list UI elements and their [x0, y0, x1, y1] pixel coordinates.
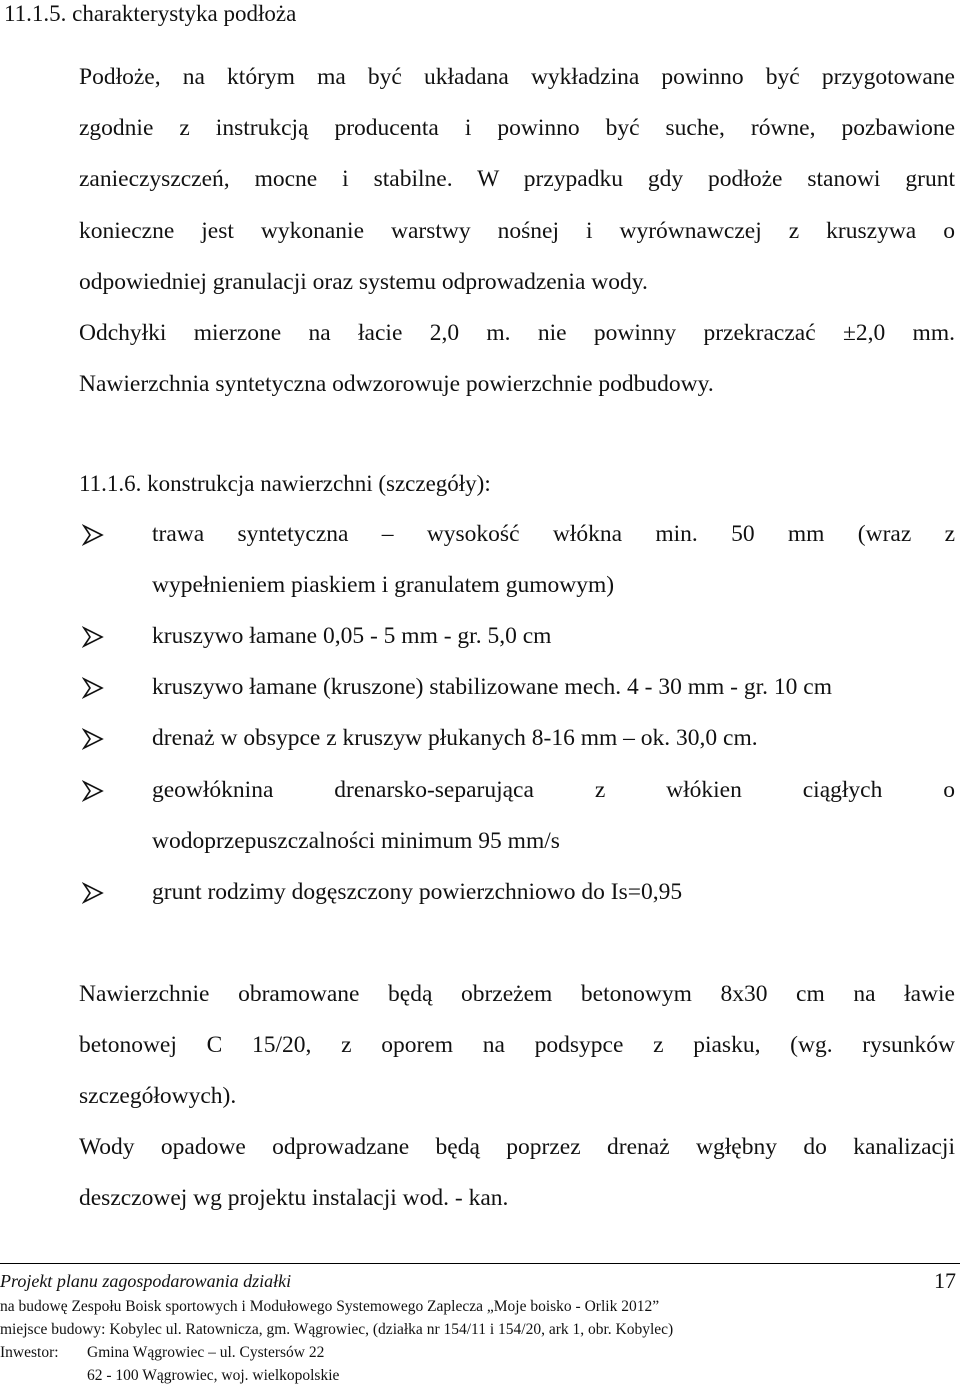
paragraph-line: Podłoże, na którym ma być układana wykładzina powinno być przygotowane: [79, 64, 955, 90]
page-number: 17: [934, 1268, 956, 1293]
section-heading-11-1-5: 11.1.5. charakterystyka podłoża: [4, 1, 297, 26]
paragraph-line: Nawierzchnia syntetyczna odwzorowuje powierzchnie podbudowy.: [79, 371, 714, 397]
list-item-line: grunt rodzimy dogęszczony powierzchniowo do Is=0,95: [152, 879, 683, 905]
paragraph-line: konieczne jest wykonanie warstwy nośnej i wyrównawczej z kruszywa o: [79, 218, 955, 244]
list-item-line: kruszywo łamane (kruszone) stabilizowane mech. 4 - 30 mm - gr. 10 cm: [152, 674, 832, 700]
paragraph-line: zgodnie z instrukcją producenta i powinno być suche, równe, pozbawione: [79, 115, 955, 141]
footer-investor-line: 62 - 100 Wągrowiec, woj. wielkopolskie: [87, 1367, 340, 1384]
paragraph-line: Odchyłki mierzone na łacie 2,0 m. nie powinny przekraczać ±2,0 mm.: [79, 320, 955, 346]
list-item-line: wypełnieniem piaskiem i granulatem gumowym): [152, 572, 615, 598]
paragraph-line: betonowej C 15/20, z oporem na podsypce z piasku, (wg. rysunków: [79, 1032, 955, 1058]
arrow-bullet-icon: [82, 677, 104, 699]
arrow-bullet-icon: [82, 626, 104, 648]
footer-line: na budowę Zespołu Boisk sportowych i Modułowego Systemowego Zaplecza „Moje boisko - Orlik 2012”: [0, 1298, 660, 1315]
footer-investor-line: Gmina Wągrowiec – ul. Cystersów 22: [87, 1344, 325, 1361]
paragraph-line: zanieczyszczeń, mocne i stabilne. W przypadku gdy podłoże stanowi grunt: [79, 166, 955, 192]
paragraph-line: Wody opadowe odprowadzane będą poprzez drenaż wgłębny do kanalizacji: [79, 1134, 955, 1160]
list-item-line: kruszywo łamane 0,05 - 5 mm - gr. 5,0 cm: [152, 623, 552, 649]
list-item-line: trawa syntetyczna – wysokość włókna min. 50 mm (wraz z: [152, 521, 955, 547]
arrow-bullet-icon: [82, 728, 104, 750]
paragraph-line: szczegółowych).: [79, 1083, 237, 1109]
arrow-bullet-icon: [82, 524, 104, 546]
arrow-bullet-icon: [82, 882, 104, 904]
arrow-bullet-icon: [82, 780, 104, 802]
list-item-line: drenaż w obsypce z kruszyw płukanych 8-16 mm – ok. 30,0 cm.: [152, 725, 758, 751]
footer-investor-label: Inwestor:: [0, 1344, 59, 1361]
list-item-line: geowłóknina drenarsko-separująca z włókien ciągłych o: [152, 777, 955, 803]
footer-divider: [0, 1263, 960, 1264]
paragraph-line: Nawierzchnie obramowane będą obrzeżem betonowym 8x30 cm na ławie: [79, 981, 955, 1007]
section-heading-11-1-6: 11.1.6. konstrukcja nawierzchni (szczegóły):: [79, 471, 491, 496]
paragraph-line: odpowiedniej granulacji oraz systemu odprowadzenia wody.: [79, 269, 648, 295]
footer-line: miejsce budowy: Kobylec ul. Ratownicza, gm. Wągrowiec, (działka nr 154/11 i 154/20, ark 1, obr. Kobylec): [0, 1321, 674, 1338]
footer-title: Projekt planu zagospodarowania działki: [0, 1271, 292, 1291]
paragraph-line: deszczowej wg projektu instalacji wod. - kan.: [79, 1185, 509, 1211]
list-item-line: wodoprzepuszczalności minimum 95 mm/s: [152, 828, 560, 854]
